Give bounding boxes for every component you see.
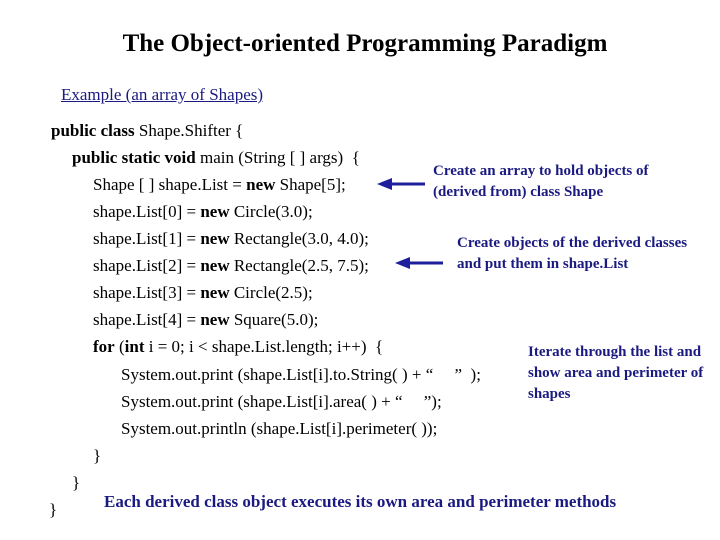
slide-subtitle: Example (an array of Shapes) xyxy=(61,85,264,104)
code-text: ( xyxy=(114,337,125,356)
code-line-print-tostring: System.out.print (shape.List[i].to.String( ) + “ ” ); xyxy=(121,365,481,384)
code-text: shape.List[2] = xyxy=(93,256,201,275)
keyword: new xyxy=(200,229,230,248)
keyword: new xyxy=(200,256,230,275)
code-text: Shape [ ] shape.List = xyxy=(93,175,247,194)
arrow-to-assign-line xyxy=(395,257,443,269)
code-close-class: } xyxy=(49,500,58,519)
keyword: new xyxy=(200,283,230,302)
keyword: int xyxy=(124,337,145,356)
code-text: i = 0; i < shape.List.length; i++) { xyxy=(144,337,384,356)
code-text: shape.List[0] = xyxy=(93,202,201,221)
arrow-to-array-line xyxy=(377,178,425,190)
keyword: new xyxy=(200,202,230,221)
code-text: Rectangle(2.5, 7.5); xyxy=(229,256,369,275)
footer-note: Each derived class object executes its own area and perimeter methods xyxy=(104,492,617,511)
code-text: Rectangle(3.0, 4.0); xyxy=(229,229,369,248)
keyword: new xyxy=(200,310,230,329)
code-close-method: } xyxy=(72,473,81,492)
slide-title: The Object-oriented Programming Paradigm xyxy=(122,30,608,57)
code-line-print-area: System.out.print (shape.List[i].area( ) + “ ”); xyxy=(121,392,442,411)
keyword: public static void xyxy=(72,148,200,167)
code-text: shape.List[4] = xyxy=(93,310,201,329)
note-create-array: Create an array to hold objects of (derived from) class Shape xyxy=(433,163,649,200)
note-create-objects: Create objects of the derived classes and put them in shape.List xyxy=(457,235,688,272)
code-text: Shape.Shifter { xyxy=(138,121,244,140)
code-line-println-perimeter: System.out.println (shape.List[i].perimeter( )); xyxy=(121,419,438,438)
code-text: main (String [ ] args) { xyxy=(200,148,360,167)
note-iterate: Iterate through the list and show area and perimeter of shapes xyxy=(528,344,704,402)
code-text: Shape[5]; xyxy=(275,175,346,194)
code-text: shape.List[1] = xyxy=(93,229,201,248)
code-text: Circle(2.5); xyxy=(229,283,313,302)
code-close-for: } xyxy=(93,446,102,465)
code-text: shape.List[3] = xyxy=(93,283,201,302)
code-text: Square(5.0); xyxy=(229,310,319,329)
keyword: for xyxy=(93,337,115,356)
keyword: public class xyxy=(51,121,139,140)
code-text: Circle(3.0); xyxy=(229,202,313,221)
keyword: new xyxy=(246,175,276,194)
